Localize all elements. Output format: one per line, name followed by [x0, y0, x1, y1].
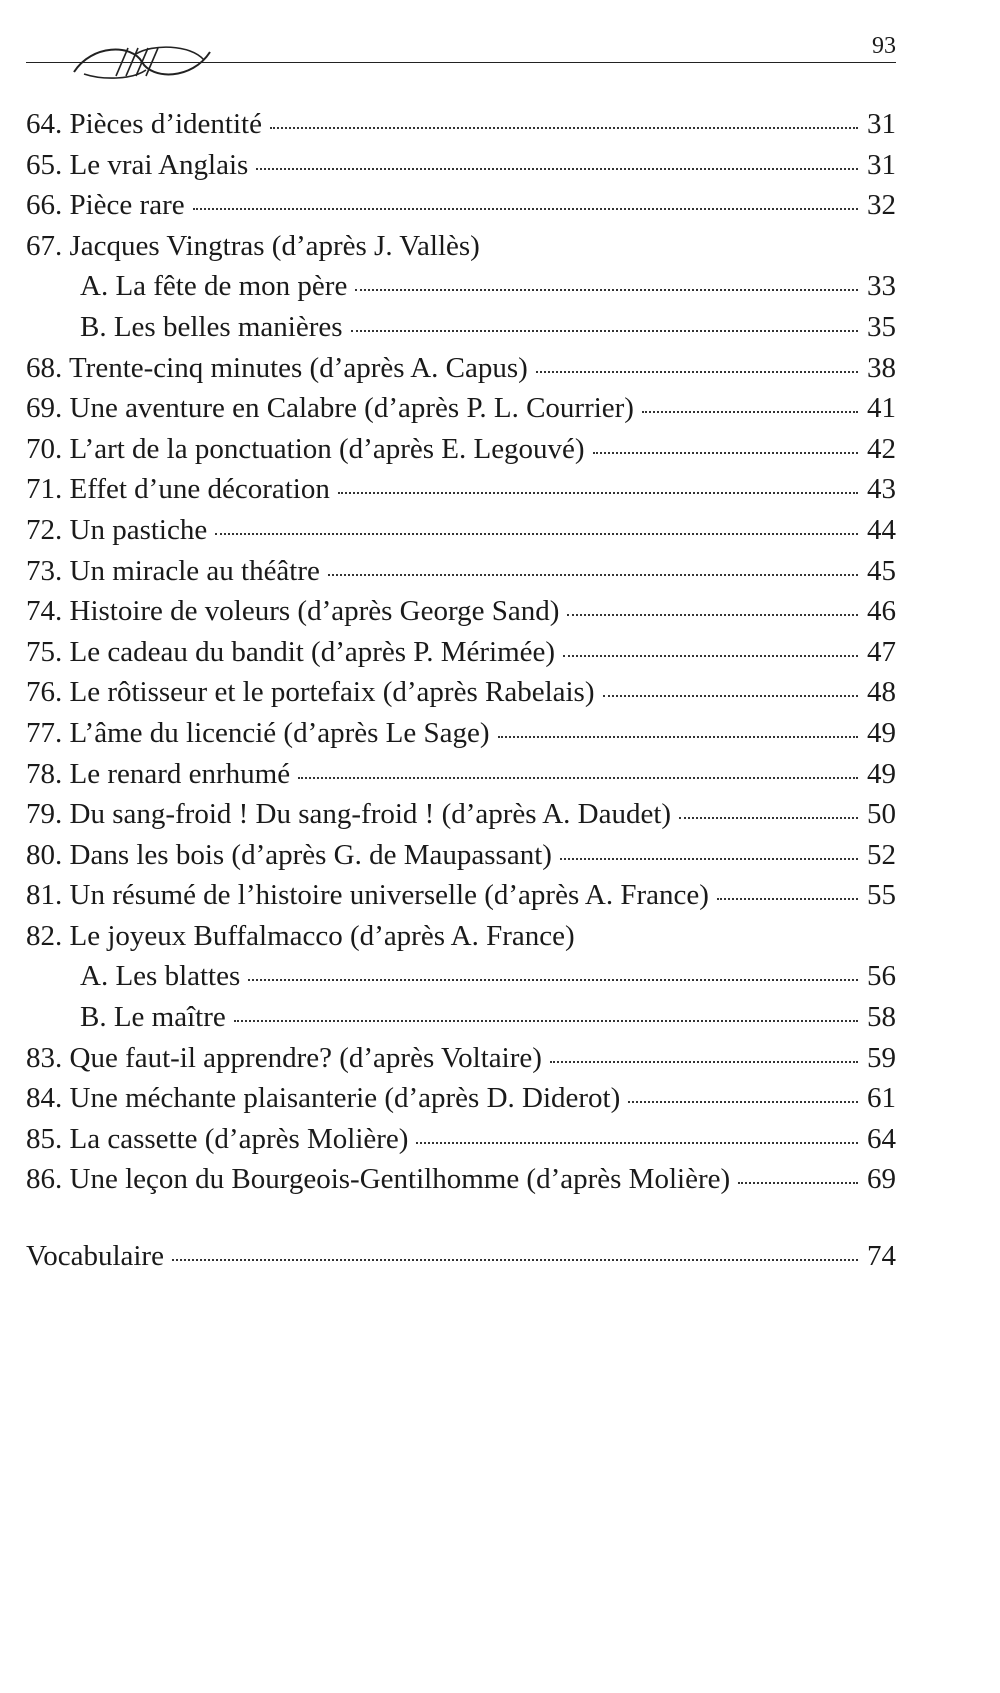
dot-leader [248, 957, 858, 985]
dot-leader [550, 1039, 858, 1067]
toc-entry-page: 56 [867, 960, 896, 993]
page-header [26, 30, 896, 86]
toc-entry [26, 226, 896, 267]
section-gap [26, 1200, 896, 1236]
toc-entry [26, 916, 896, 957]
toc-entry-title: 70. L’art de la ponctuation (d’après E. Legouvé) [26, 432, 585, 465]
toc-entry-page: 52 [867, 838, 896, 871]
toc-entry [26, 429, 896, 470]
toc-entry-title: 65. Le vrai Anglais [26, 148, 249, 181]
dot-leader [642, 389, 858, 417]
toc-entry-title: A. La fête de mon père [80, 270, 348, 303]
toc-entry-title: 84. Une méchante plaisanterie (d’après D. Diderot) [26, 1082, 621, 1115]
toc-entry-page: 41 [867, 392, 896, 425]
toc-entry-title: 76. Le rôtisseur et le portefaix (d’après Rabelais) [26, 676, 595, 709]
dot-leader [270, 105, 858, 133]
toc-entry-title: 71. Effet d’une décoration [26, 473, 330, 506]
toc-entry-page: 58 [867, 1001, 896, 1034]
toc-entry-title: 85. La cassette (d’après Molière) [26, 1122, 409, 1155]
toc-entry-page: 31 [867, 148, 896, 181]
toc-entry [26, 632, 896, 673]
toc-entry-title: 67. Jacques Vingtras (d’après J. Vallès) [26, 229, 480, 262]
dot-leader [679, 795, 858, 823]
toc-entry [26, 1159, 896, 1200]
toc-entry-title: Vocabulaire [26, 1240, 164, 1273]
flourish-ornament-icon [72, 40, 212, 84]
toc-entry-page: 32 [867, 189, 896, 222]
toc-entry [26, 388, 896, 429]
toc-entry [26, 591, 896, 632]
toc-entry [26, 875, 896, 916]
dot-leader [351, 308, 858, 336]
toc-entry-title: 69. Une aventure en Calabre (d’après P. L. Courrier) [26, 392, 634, 425]
toc-subentry [26, 266, 896, 307]
dot-leader [256, 146, 858, 174]
toc-entry-title: 83. Que faut-il apprendre? (d’après Voltaire) [26, 1041, 542, 1074]
toc-subentry [26, 307, 896, 348]
toc-entry [26, 713, 896, 754]
toc-entry-title: 64. Pièces d’identité [26, 108, 262, 140]
toc-entry-page: 48 [867, 676, 896, 709]
toc-entry-title: 73. Un miracle au théâtre [26, 554, 320, 587]
toc-entry-page: 74 [867, 1240, 896, 1273]
toc-entry-page: 69 [867, 1163, 896, 1196]
toc-entry [26, 469, 896, 510]
dot-leader [603, 673, 858, 701]
toc-entry-page: 45 [867, 554, 896, 587]
toc-entry-title: 79. Du sang-froid ! Du sang-froid ! (d’après A. Daudet) [26, 798, 672, 831]
toc-entry [26, 185, 896, 226]
dot-leader [593, 430, 858, 458]
dot-leader [338, 470, 858, 498]
dot-leader [567, 592, 858, 620]
toc-entry-title: 80. Dans les bois (d’après G. de Maupassant) [26, 838, 552, 871]
toc-entry-page: 55 [867, 879, 896, 912]
dot-leader [560, 836, 858, 864]
toc-entry-title: A. Les blattes [80, 960, 241, 993]
toc-entry-title: 77. L’âme du licencié (d’après Le Sage) [26, 716, 490, 749]
toc-entry [26, 348, 896, 389]
toc-subentry [26, 956, 896, 997]
dot-leader [328, 552, 858, 580]
toc-entry-page: 50 [867, 798, 896, 831]
toc-entry-page: 61 [867, 1082, 896, 1115]
dot-leader [717, 876, 858, 904]
toc-entry-title: 72. Un pastiche [26, 513, 208, 546]
toc-entry-page: 42 [867, 432, 896, 465]
toc-entry [26, 510, 896, 551]
dot-leader [563, 633, 858, 661]
dot-leader [628, 1079, 858, 1107]
toc-entry-title: 68. Trente-cinq minutes (d’après A. Capus) [26, 351, 528, 384]
toc-entry-page: 64 [867, 1122, 896, 1155]
toc-entry-page: 38 [867, 351, 896, 384]
toc-entry [26, 754, 896, 795]
toc-entry-page: 49 [867, 716, 896, 749]
table-of-contents [26, 104, 896, 1277]
dot-leader [298, 755, 858, 783]
toc-entry [26, 145, 896, 186]
toc-entry-page: 59 [867, 1041, 896, 1074]
toc-appendix-entry [26, 1236, 896, 1277]
dot-leader [738, 1160, 858, 1188]
dot-leader [498, 714, 858, 742]
toc-entry-title: 66. Pièce rare [26, 189, 185, 222]
dot-leader [355, 267, 858, 295]
dot-leader [536, 349, 858, 377]
dot-leader [172, 1237, 858, 1265]
toc-entry [26, 1038, 896, 1079]
toc-entry-title: 78. Le renard enrhumé [26, 757, 291, 790]
dot-leader [193, 186, 858, 214]
page-number: 93 [872, 33, 896, 59]
toc-entry-page: 49 [867, 757, 896, 790]
dot-leader [215, 511, 858, 539]
toc-entry-title: 74. Histoire de voleurs (d’après George Sand) [26, 595, 560, 628]
toc-entry-page: 31 [867, 108, 896, 140]
toc-entry-page: 35 [867, 310, 896, 343]
toc-entry [26, 1119, 896, 1160]
toc-entry [26, 794, 896, 835]
toc-entry [26, 104, 896, 145]
toc-entry-page: 43 [867, 473, 896, 506]
toc-entry-title: 82. Le joyeux Buffalmacco (d’après A. France) [26, 919, 575, 952]
toc-entry-title: 86. Une leçon du Bourgeois-Gentilhomme (d’après Molière) [26, 1163, 731, 1196]
toc-entry [26, 551, 896, 592]
toc-entry [26, 1078, 896, 1119]
toc-entry-title: B. Le maître [80, 1001, 226, 1034]
toc-entry-page: 47 [867, 635, 896, 668]
toc-entry-page: 33 [867, 270, 896, 303]
toc-entry-title: B. Les belles manières [80, 310, 343, 343]
toc-entry-page: 46 [867, 595, 896, 628]
dot-leader [234, 998, 858, 1026]
toc-entry-title: 81. Un résumé de l’histoire universelle (d’après A. France) [26, 879, 709, 912]
toc-entry [26, 835, 896, 876]
toc-entry [26, 672, 896, 713]
toc-entry-title: 75. Le cadeau du bandit (d’après P. Mérimée) [26, 635, 556, 668]
toc-entry-page: 44 [867, 513, 896, 546]
dot-leader [416, 1120, 858, 1148]
toc-subentry [26, 997, 896, 1038]
